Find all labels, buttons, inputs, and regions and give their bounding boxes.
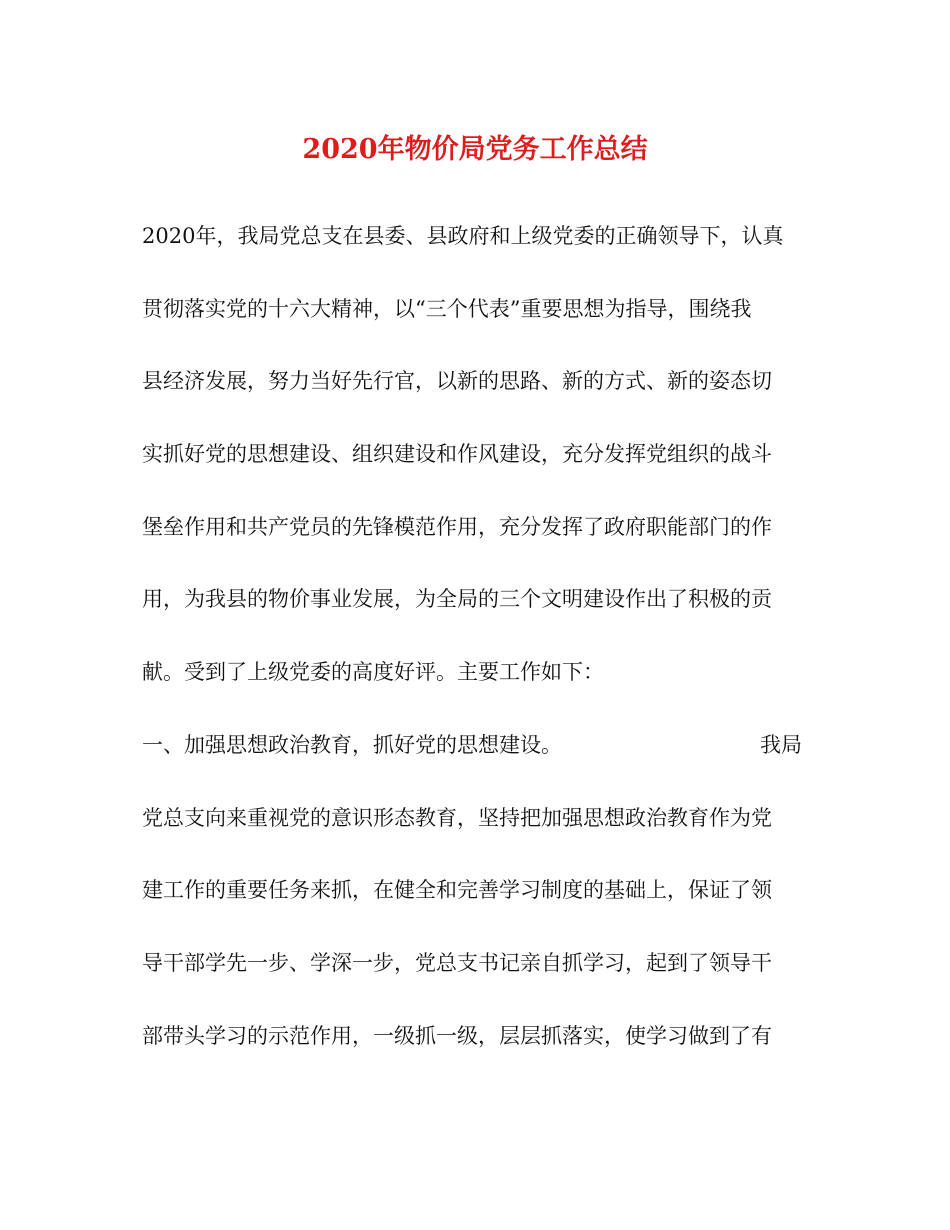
paragraph-line: 党总支向来重视党的意识形态教育，坚持把加强思想政治教育作为党 — [142, 805, 772, 830]
paragraph-line: 堡垒作用和共产党员的先锋模范作用，充分发挥了政府职能部门的作 — [142, 514, 772, 539]
section-heading-line — [142, 719, 802, 792]
paragraph-line: 献。受到了上级党委的高度好评。主要工作如下： — [142, 660, 604, 685]
paragraph-line: 实抓好党的思想建设、组织建设和作风建设，充分发挥党组织的战斗 — [142, 442, 772, 467]
paragraph-line: 县经济发展，努力当好先行官，以新的思路、新的方式、新的姿态切 — [142, 369, 772, 394]
document-body — [142, 210, 802, 1082]
paragraph-line: 部带头学习的示范作用，一级抓一级，层层抓落实，使学习做到了有 — [142, 1023, 772, 1048]
paragraph-line: 贯彻落实党的十六大精神，以“三个代表”重要思想为指导，围绕我 — [142, 296, 752, 321]
paragraph-line: 2020年，我局党总支在县委、县政府和上级党委的正确领导下，认真 — [142, 224, 784, 248]
section-heading: 一、加强思想政治教育，抓好党的思想建设。 — [142, 732, 562, 757]
paragraph-line: 导干部学先一步、学深一步，党总支书记亲自抓学习，起到了领导干 — [142, 950, 772, 975]
paragraph-line: 建工作的重要任务来抓，在健全和完善学习制度的基础上，保证了领 — [142, 878, 772, 903]
paragraph-line: 用，为我县的物价事业发展，为全局的三个文明建设作出了积极的贡 — [142, 587, 772, 612]
section-heading-tail: 我局 — [760, 732, 802, 757]
document-title: 2020年物价局党务工作总结 — [302, 134, 648, 165]
